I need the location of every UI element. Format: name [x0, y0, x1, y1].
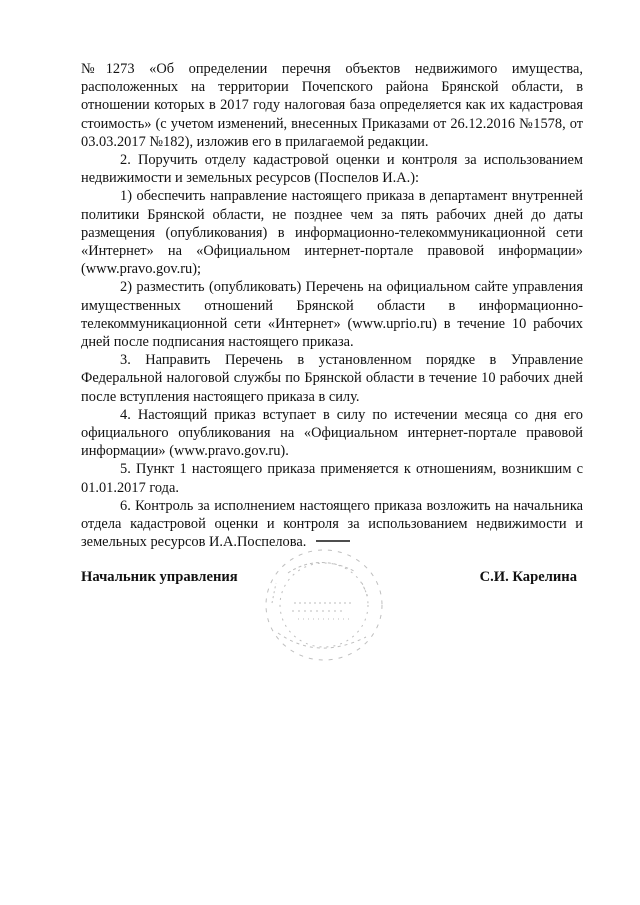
paragraph-item-2: 2. Поручить отделу кадастровой оценки и контроля за использованием недвижимости и земельных ресурсов (Поспелов И.А.): — [81, 152, 583, 187]
paragraph-subitem-1: 1) обеспечить направление настоящего приказа в департамент внутренней политики Брянской области, не позднее чем за пять рабочих дней до даты размещения (опубликования) в информационно-телекоммуникационной сети «Интернет» на «Официальном интернет-портале правовой информации» (www.pravo.gov.ru); — [81, 188, 583, 278]
paragraph-intro: №1273 «Об определении перечня объектов недвижимого имущества, расположенных на территории Почепского района Брянской области, в отношении которых в 2017 году налоговая база определяется как их кадастровая стоимость» (с учетом изменений, внесенных Приказами от 26.12.2016 №1578, от 03.03.2017 №182), изложив его в прилагаемой редакции. — [81, 61, 583, 150]
paragraph-item-5: 5. Пункт 1 настоящего приказа применяется к отношениям, возникшим с 01.01.2017 года. — [81, 461, 583, 496]
document-body — [81, 60, 583, 551]
signatory-position: Начальник управления — [81, 569, 238, 585]
round-stamp-icon — [258, 543, 394, 663]
paragraph-subitem-2: 2) разместить (опубликовать) Перечень на официальном сайте управления имущественных отношений Брянской области в информационно-телекоммуникационной сети «Интернет» (www.uprio.ru) в течение 10 рабочих дней после подписания настоящего приказа. — [81, 279, 583, 351]
signatory-name: С.И. Карелина — [479, 569, 577, 585]
handwritten-strike-mark — [316, 540, 350, 542]
paragraph-item-6: 6. Контроль за исполнением настоящего приказа возложить на начальника отдела кадастровой оценки и контроля за использованием недвижимости и земельных ресурсов И.А.Поспелова. — [81, 497, 583, 551]
paragraph-item-4: 4. Настоящий приказ вступает в силу по истечении месяца со дня его официального опубликования на «Официальном интернет-портале правовой информации» (www.pravo.gov.ru). — [81, 406, 583, 460]
paragraph-item-3: 3. Направить Перечень в установленном порядке в Управление Федеральной налоговой службы по Брянской области в течение 10 рабочих дней после вступления настоящего приказа в силу. — [81, 352, 583, 405]
